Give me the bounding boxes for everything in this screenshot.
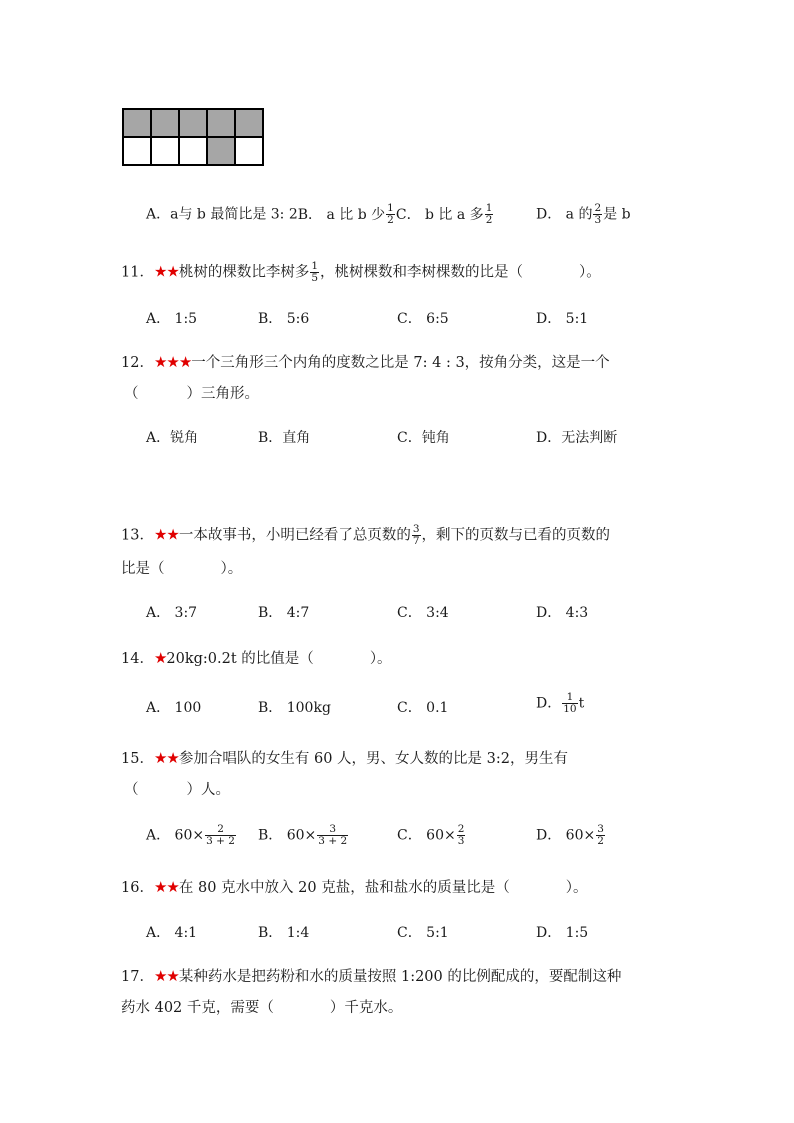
fraction: $\frac{2}{3}$ (457, 823, 465, 848)
q10-options-line (146, 203, 494, 226)
q16-option-c[interactable]: C． 5:1 (397, 925, 449, 941)
q16-option-a[interactable]: A． 4:1 (146, 925, 198, 941)
question-17: 17．★★某种药水是把药粉和水的质量按照 1:200 的比例配成的，要配制这种 (121, 967, 622, 985)
difficulty-stars: ★★ (153, 749, 179, 767)
question-number: 17． (121, 969, 154, 985)
q12-option-a[interactable]: A．锐角 (146, 430, 199, 446)
q10-option-c[interactable]: C． b 比 a 多 $\frac{1}{2}$ (395, 202, 493, 227)
question-number: 14． (121, 651, 154, 667)
fraction: $\frac{3}{3 + 2}$ (318, 823, 348, 848)
question-number: 16． (121, 880, 154, 896)
difficulty-stars: ★★ (153, 967, 179, 985)
fraction: $\frac{2}{3}$ (594, 202, 602, 227)
question-number: 15． (121, 751, 154, 767)
fraction: $\frac{1}{2}$ (485, 202, 493, 227)
grid-cell (235, 137, 263, 165)
q15-option-c[interactable]: C． 60× $\frac{2}{3}$ (397, 823, 465, 848)
question-11: 11．★★桃树的棵数比李树多 $\frac{1}{5}$ ，桃树棵数和李树棵数的比是（ ）。 (121, 260, 601, 285)
grid-cell (235, 109, 263, 137)
q15-option-b[interactable]: B． 60× $\frac{3}{3 + 2}$ (258, 823, 348, 848)
q11-option-b[interactable]: B． 5:6 (258, 311, 310, 327)
q14-option-d[interactable]: D． $\frac{1}{10}$ t (536, 691, 585, 716)
question-number: 13． (121, 527, 154, 544)
question-13: 13．★★一本故事书，小明已经看了总页数的 $\frac{3}{7}$ ，剩下的页数与已看的页数的 (121, 523, 611, 548)
q11-option-a[interactable]: A． 1:5 (146, 311, 198, 327)
question-15-line2: （ ）人。 (124, 782, 230, 798)
grid-cell (123, 109, 151, 137)
fraction: $\frac{1}{2}$ (387, 202, 394, 227)
q11-option-c[interactable]: C． 6:5 (397, 311, 449, 327)
question-16: 16．★★在 80 克水中放入 20 克盐，盐和盐水的质量比是（ ）。 (121, 878, 588, 896)
q10-option-a[interactable]: A．a与 b 最简比是 3: 2 (146, 206, 298, 223)
q15-option-d[interactable]: D． 60× $\frac{3}{2}$ (536, 823, 604, 848)
question-12-line2: （ ）三角形。 (124, 386, 259, 402)
q12-option-d[interactable]: D．无法判断 (536, 430, 618, 446)
fraction: $\frac{1}{10}$ (563, 691, 577, 716)
q16-option-b[interactable]: B． 1:4 (258, 925, 310, 941)
fraction: $\frac{1}{5}$ (311, 260, 319, 285)
difficulty-stars: ★★★ (153, 353, 192, 371)
question-14: 14．★20kg:0.2t 的比值是（ ）。 (121, 649, 392, 667)
grid-cell (151, 137, 179, 165)
difficulty-stars: ★★ (153, 525, 179, 544)
q13-option-d[interactable]: D． 4:3 (536, 605, 589, 621)
question-12: 12．★★★一个三角形三个内角的度数之比是 7: 4 : 3，按角分类，这是一个 (121, 353, 610, 371)
fraction: $\frac{2}{3 + 2}$ (206, 823, 235, 848)
question-13-line2: 比是（ ）。 (121, 561, 243, 577)
question-17-line2: 药水 402 千克，需要（ ）千克水。 (121, 1000, 403, 1016)
grid-cell (151, 109, 179, 137)
grid-row-top (123, 109, 263, 137)
q15-option-a[interactable]: A． 60× $\frac{2}{3 + 2}$ (146, 823, 235, 848)
question-number: 12． (121, 355, 154, 371)
grid-cell (123, 137, 151, 165)
fraction: $\frac{3}{7}$ (412, 523, 420, 548)
question-number: 11． (121, 264, 154, 281)
grid-cell (207, 137, 235, 165)
fraction-grid (122, 108, 264, 166)
grid-cell (207, 109, 235, 137)
q14-option-a[interactable]: A． 100 (146, 700, 202, 716)
grid-cell (179, 109, 207, 137)
q10-option-d[interactable]: D． a 的 $\frac{2}{3}$ 是 b (536, 202, 631, 227)
difficulty-stars: ★★ (153, 262, 179, 281)
q13-option-b[interactable]: B． 4:7 (258, 605, 310, 621)
q12-option-b[interactable]: B．直角 (258, 430, 311, 446)
difficulty-stars: ★★ (153, 878, 179, 896)
q10-option-b[interactable]: B． a 比 b 少 $\frac{1}{2}$ (297, 202, 394, 227)
q12-option-c[interactable]: C．钝角 (397, 430, 450, 446)
difficulty-stars: ★ (153, 649, 167, 667)
q13-option-c[interactable]: C． 3:4 (397, 605, 449, 621)
q14-option-c[interactable]: C． 0.1 (397, 700, 449, 716)
q14-option-b[interactable]: B． 100kg (258, 700, 331, 716)
grid-row-bottom (123, 137, 263, 165)
q16-option-d[interactable]: D． 1:5 (536, 925, 589, 941)
question-15: 15．★★参加合唱队的女生有 60 人，男、女人数的比是 3:2，男生有 (121, 749, 568, 767)
fraction: $\frac{3}{2}$ (597, 823, 604, 848)
grid-cell (179, 137, 207, 165)
q11-option-d[interactable]: D． 5:1 (536, 311, 589, 327)
q13-option-a[interactable]: A． 3:7 (146, 605, 198, 621)
